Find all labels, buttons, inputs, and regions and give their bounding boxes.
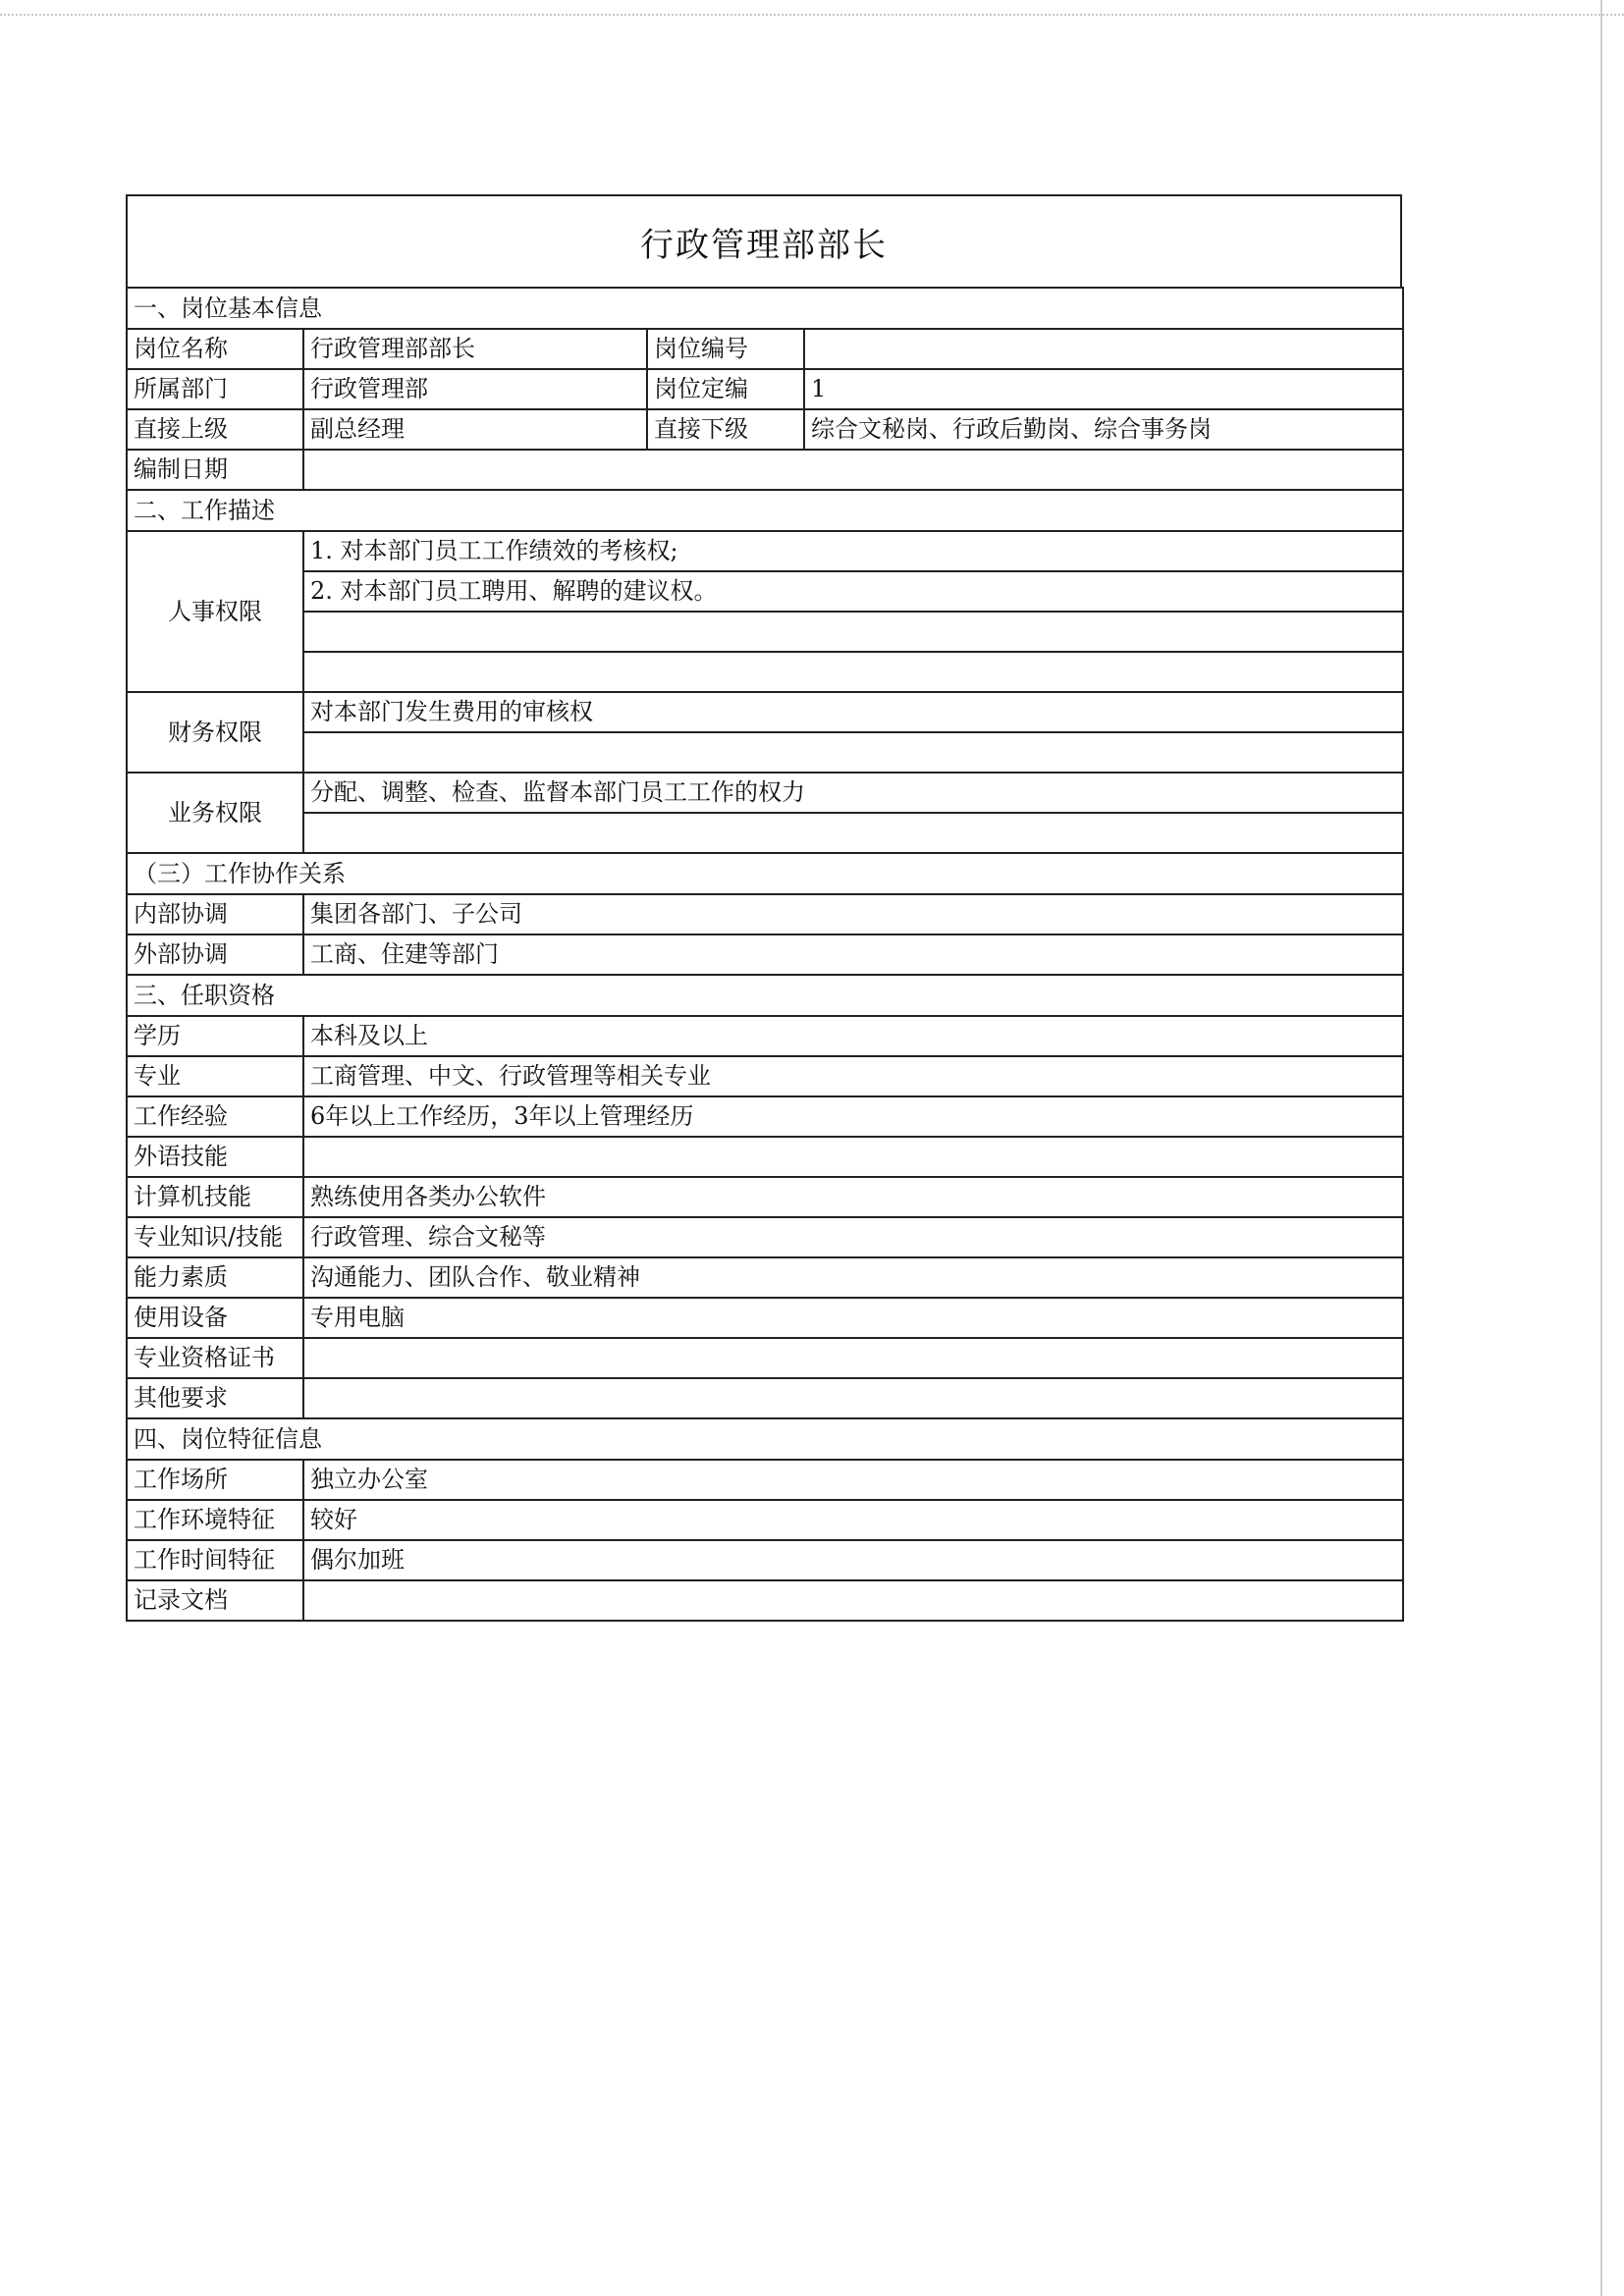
table-row [127,1217,1403,1257]
section-row [127,288,1403,329]
section-row [127,490,1403,531]
job-description-sheet [126,194,1402,1622]
table-row [127,732,1403,773]
authority-label: 财务权限 [127,692,303,773]
table-row [127,329,1403,369]
table-row [127,531,1403,571]
field-value: 本科及以上 [303,1016,1403,1056]
field-label: 岗位定编 [647,369,804,409]
table-row [127,571,1403,612]
field-value: 独立办公室 [303,1460,1403,1500]
field-value: 6年以上工作经历，3年以上管理经历 [303,1096,1403,1137]
table-row [127,1177,1403,1217]
field-label: 工作经验 [127,1096,303,1137]
table-row [127,813,1403,853]
scan-noise-top [0,14,1624,29]
field-value [303,1338,1403,1378]
authority-item [303,652,1403,692]
authority-item: 分配、调整、检查、监督本部门员工工作的权力 [303,773,1403,813]
field-value: 工商管理、中文、行政管理等相关专业 [303,1056,1403,1096]
table-row [127,692,1403,732]
field-label: 岗位编号 [647,329,804,369]
field-label: 使用设备 [127,1298,303,1338]
table-row [127,1580,1403,1621]
field-label: 记录文档 [127,1580,303,1621]
field-value: 熟练使用各类办公软件 [303,1177,1403,1217]
table-row [127,773,1403,813]
field-value: 偶尔加班 [303,1540,1403,1580]
section-heading: 四、岗位特征信息 [127,1418,1403,1460]
authority-item: 对本部门发生费用的审核权 [303,692,1403,732]
field-value [303,1137,1403,1177]
section-row [127,853,1403,894]
table-row [127,1056,1403,1096]
section-heading: 三、任职资格 [127,975,1403,1016]
table-row [127,1500,1403,1540]
table-row [127,1016,1403,1056]
field-value: 专用电脑 [303,1298,1403,1338]
field-label: 学历 [127,1016,303,1056]
table-row [127,1137,1403,1177]
field-label: 工作环境特征 [127,1500,303,1540]
field-label: 工作时间特征 [127,1540,303,1580]
field-value: 较好 [303,1500,1403,1540]
authority-item [303,813,1403,853]
field-label: 内部协调 [127,894,303,934]
field-label: 编制日期 [127,450,303,490]
field-value: 集团各部门、子公司 [303,894,1403,934]
field-value [303,1580,1403,1621]
field-label: 直接下级 [647,409,804,450]
field-label: 专业 [127,1056,303,1096]
field-value: 工商、住建等部门 [303,934,1403,975]
field-value: 综合文秘岗、行政后勤岗、综合事务岗 [804,409,1403,450]
authority-item: 2. 对本部门员工聘用、解聘的建议权。 [303,571,1403,612]
table-row [127,409,1403,450]
table-row [127,652,1403,692]
field-value: 行政管理部部长 [303,329,647,369]
document-title: 行政管理部部长 [126,194,1402,287]
section-heading: （三）工作协作关系 [127,853,1403,894]
authority-item [303,612,1403,652]
field-label: 直接上级 [127,409,303,450]
scan-edge-right [1600,0,1602,2296]
table-row [127,369,1403,409]
field-value: 1 [804,369,1403,409]
job-description-table [126,287,1404,1622]
field-value: 副总经理 [303,409,647,450]
field-value: 沟通能力、团队合作、敬业精神 [303,1257,1403,1298]
field-label: 能力素质 [127,1257,303,1298]
table-row [127,894,1403,934]
field-label: 专业资格证书 [127,1338,303,1378]
authority-item [303,732,1403,773]
field-label: 其他要求 [127,1378,303,1418]
field-value [804,329,1403,369]
table-row [127,1257,1403,1298]
authority-label: 业务权限 [127,773,303,853]
field-label: 所属部门 [127,369,303,409]
table-row [127,450,1403,490]
table-row [127,1540,1403,1580]
table-row [127,1096,1403,1137]
field-label: 外语技能 [127,1137,303,1177]
field-value [303,450,1403,490]
authority-label: 人事权限 [127,531,303,692]
section-heading: 二、工作描述 [127,490,1403,531]
table-row [127,1298,1403,1338]
authority-item: 1. 对本部门员工工作绩效的考核权; [303,531,1403,571]
table-row [127,1378,1403,1418]
section-row [127,1418,1403,1460]
section-heading: 一、岗位基本信息 [127,288,1403,329]
section-row [127,975,1403,1016]
table-row [127,1338,1403,1378]
field-value [303,1378,1403,1418]
table-row [127,1460,1403,1500]
field-label: 外部协调 [127,934,303,975]
field-label: 岗位名称 [127,329,303,369]
field-label: 工作场所 [127,1460,303,1500]
field-label: 专业知识/技能 [127,1217,303,1257]
table-row [127,934,1403,975]
field-label: 计算机技能 [127,1177,303,1217]
field-value: 行政管理、综合文秘等 [303,1217,1403,1257]
field-value: 行政管理部 [303,369,647,409]
table-row [127,612,1403,652]
